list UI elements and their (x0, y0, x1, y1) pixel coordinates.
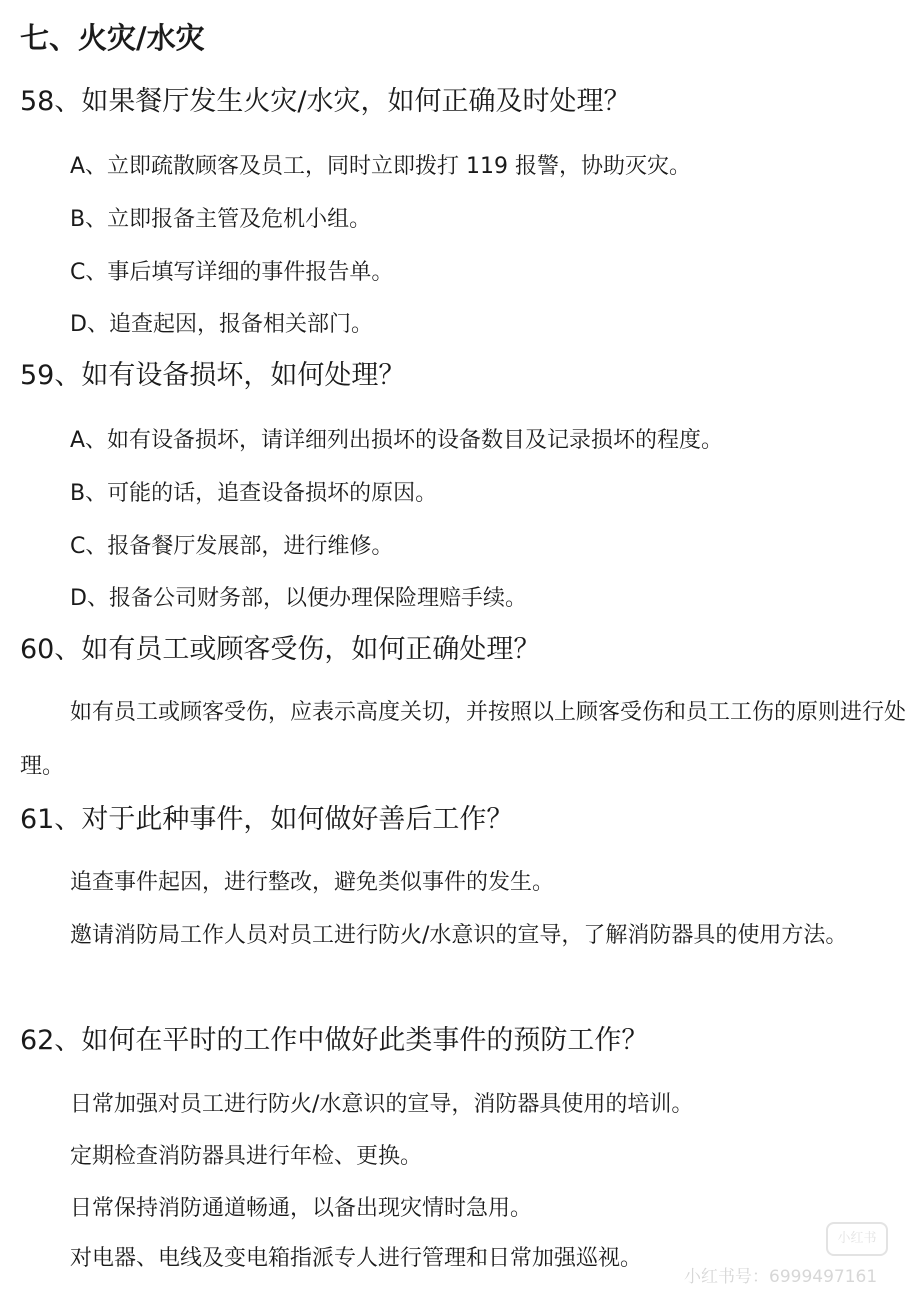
question-58: 58、如果餐厅发生火灾/水灾，如何正确及时处理？ (20, 86, 631, 117)
question-61: 61、对于此种事件，如何做好善后工作？ (20, 804, 514, 835)
q61-answer-1: 追查事件起因，进行整改，避免类似事件的发生。 (70, 870, 555, 895)
q62-answer-3: 日常保持消防通道畅通，以备出现灾情时急用。 (70, 1196, 533, 1221)
question-60: 60、如有员工或顾客受伤，如何正确处理？ (20, 634, 541, 665)
q62-answer-2: 定期检查消防器具进行年检、更换。 (70, 1144, 423, 1169)
section-title: 七、火灾/水灾 (20, 21, 205, 55)
q58-option-d: D、追查起因，报备相关部门。 (70, 312, 373, 337)
q59-option-a: A、如有设备损坏，请详细列出损坏的设备数目及记录损坏的程度。 (70, 428, 724, 453)
q59-option-d: D、报备公司财务部，以便办理保险理赔手续。 (70, 586, 527, 611)
q59-option-b: B、可能的话，追查设备损坏的原因。 (70, 481, 438, 506)
q59-option-c: C、报备餐厅发展部，进行维修。 (70, 534, 394, 559)
watermark-logo: 小红书 (826, 1222, 888, 1256)
q58-option-b: B、立即报备主管及危机小组。 (70, 207, 372, 232)
q61-answer-2: 邀请消防局工作人员对员工进行防火/水意识的宣导，了解消防器具的使用方法。 (70, 923, 848, 948)
q62-answer-4: 对电器、电线及变电箱指派专人进行管理和日常加强巡视。 (70, 1246, 643, 1271)
q58-option-c: C、事后填写详细的事件报告单。 (70, 260, 394, 285)
q62-answer-1: 日常加强对员工进行防火/水意识的宣导，消防器具使用的培训。 (70, 1092, 694, 1117)
q58-option-a: A、立即疏散顾客及员工，同时立即拨打 119 报警，协助灭灾。 (70, 154, 692, 179)
q60-answer: 如有员工或顾客受伤，应表示高度关切，并按照以上顾客受伤和员工工伤的原则进行处理。 (20, 700, 907, 779)
question-62: 62、如何在平时的工作中做好此类事件的预防工作？ (20, 1025, 649, 1056)
watermark-text: 小红书号：6999497161 (684, 1267, 878, 1287)
question-59: 59、如有设备损坏，如何处理？ (20, 360, 406, 391)
